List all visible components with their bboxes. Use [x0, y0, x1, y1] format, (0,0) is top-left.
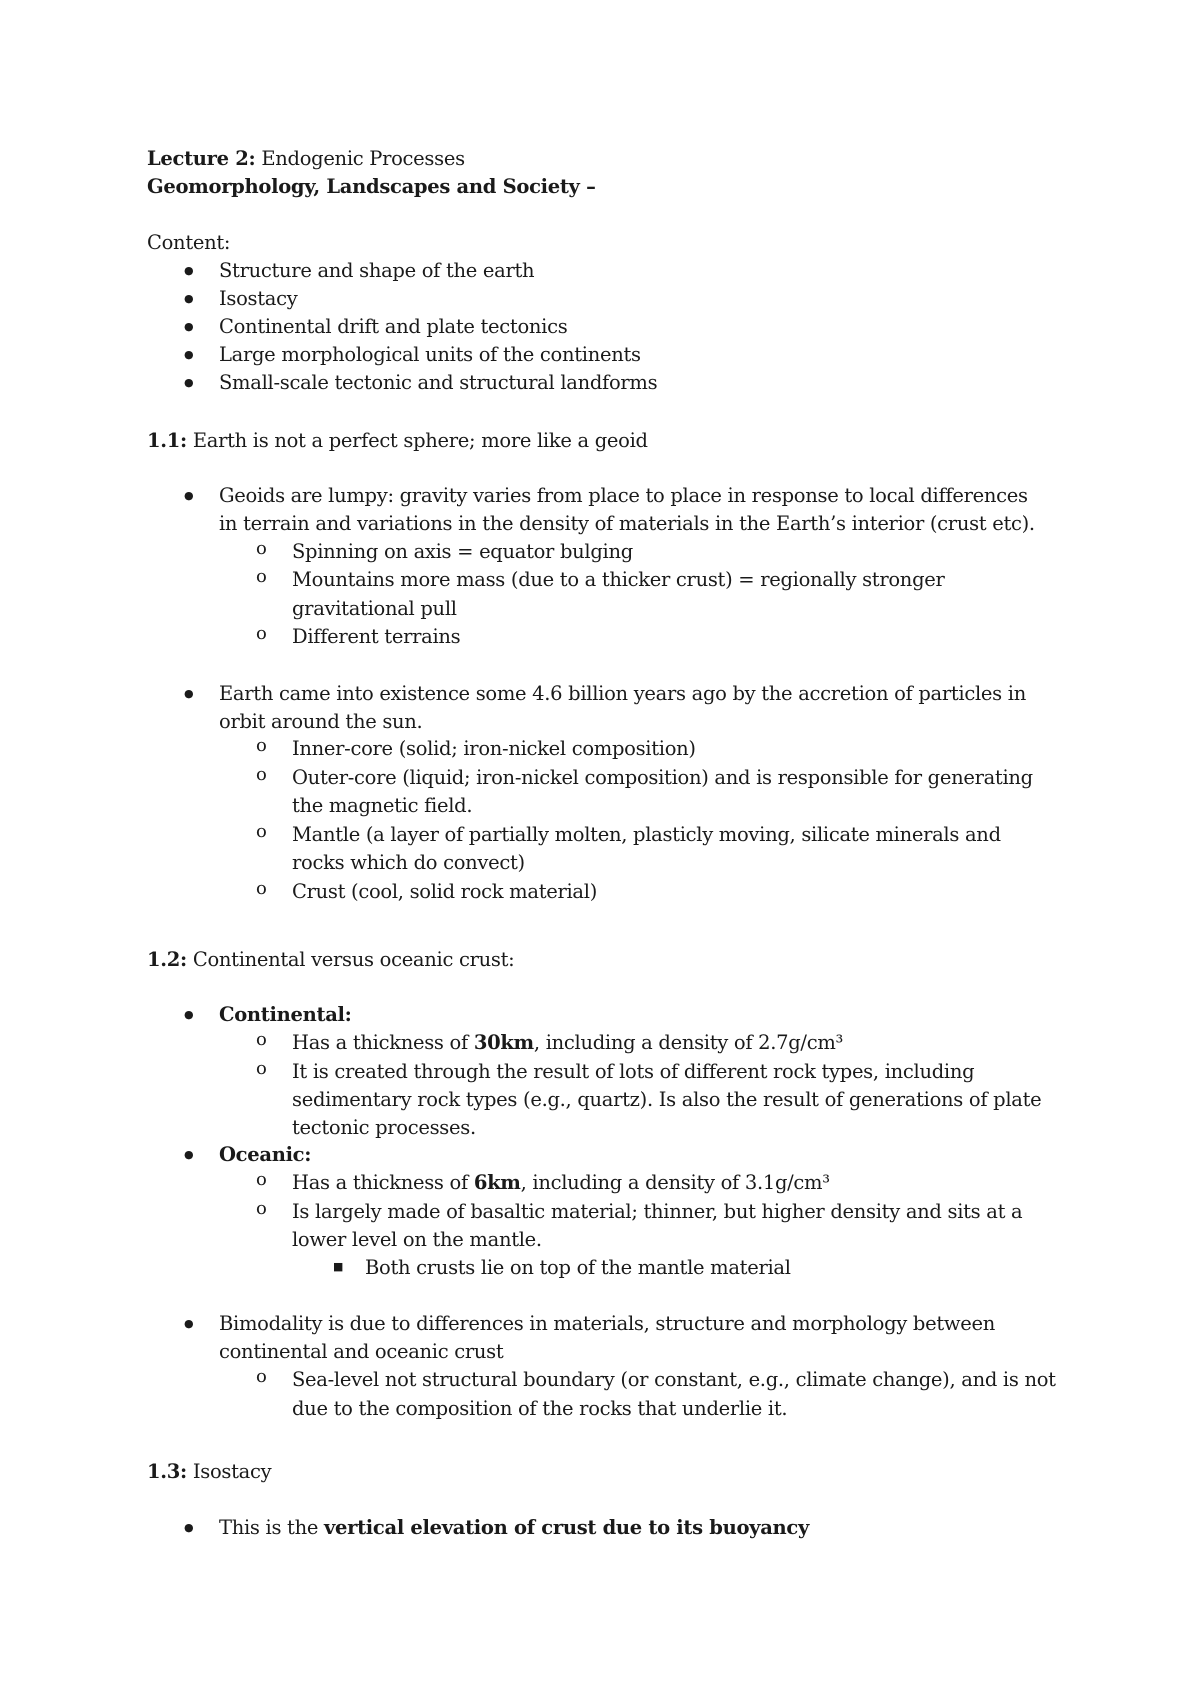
sub-bullet-icon: o — [256, 735, 267, 756]
content-item: Continental drift and plate tectonics — [219, 315, 568, 338]
section-1-3-heading — [147, 1460, 271, 1483]
sub-item-text: , including a density of 2.7g/cm³ — [533, 1031, 844, 1054]
sub-item: gravitational pull — [292, 597, 457, 620]
bullet-icon: ● — [184, 292, 194, 305]
course-title: Geomorphology, Landscapes and Society – — [147, 175, 596, 198]
sub-item-bold: 30km — [473, 1031, 534, 1054]
sub-item: Outer-core (liquid; iron-nickel composition) and is responsible for generating — [292, 766, 1033, 789]
content-item: Structure and shape of the earth — [219, 259, 535, 282]
sub-item: the magnetic field. — [292, 794, 473, 817]
bullet-icon: ● — [184, 1521, 194, 1534]
content-item: Small-scale tectonic and structural landforms — [219, 371, 658, 394]
sub-item-bold: 6km — [473, 1171, 521, 1194]
paragraph-line: Earth came into existence some 4.6 billion years ago by the accretion of particles in — [219, 682, 1026, 705]
sub-item-text: , including a density of 3.1g/cm³ — [520, 1171, 830, 1194]
lecture-label: Lecture 2: — [147, 147, 256, 170]
continental-label: Continental: — [219, 1003, 352, 1026]
content-item: Large morphological units of the continents — [219, 343, 641, 366]
sub-item: Mantle (a layer of partially molten, plasticly moving, silicate minerals and — [292, 823, 1001, 846]
content-heading: Content: — [147, 231, 231, 254]
sub-item: Sea-level not structural boundary (or constant, e.g., climate change), and is not — [292, 1368, 1056, 1391]
section-label: 1.3: — [147, 1460, 187, 1483]
sub-sub-item: Both crusts lie on top of the mantle material — [365, 1256, 791, 1279]
sub-item: Spinning on axis = equator bulging — [292, 540, 633, 563]
bullet-icon: ● — [184, 687, 194, 700]
sub-item: Is largely made of basaltic material; thinner, but higher density and sits at a — [292, 1200, 1023, 1223]
bullet-icon: ● — [184, 264, 194, 277]
bullet-icon: ● — [184, 348, 194, 361]
sub-bullet-icon: o — [256, 538, 267, 559]
sub-item — [292, 1031, 843, 1054]
bullet-icon: ● — [184, 376, 194, 389]
paragraph-line: continental and oceanic crust — [219, 1340, 504, 1363]
bullet-icon: ● — [184, 320, 194, 333]
paragraph-bold: vertical elevation of crust due to its buoyancy — [323, 1516, 810, 1539]
sub-bullet-icon: o — [256, 566, 267, 587]
sub-item: lower level on the mantle. — [292, 1228, 542, 1251]
section-label: 1.2: — [147, 948, 187, 971]
bullet-icon: ● — [184, 1317, 194, 1330]
oceanic-label: Oceanic: — [219, 1143, 312, 1166]
paragraph-line: Bimodality is due to differences in materials, structure and morphology between — [219, 1312, 995, 1335]
lecture-title — [147, 147, 465, 170]
sub-bullet-icon: o — [256, 1058, 267, 1079]
bullet-icon: ● — [184, 1008, 194, 1021]
lecture-title-text: Endogenic Processes — [255, 147, 465, 170]
sub-bullet-icon: o — [256, 623, 267, 644]
sub-bullet-icon: o — [256, 764, 267, 785]
section-1-2-heading — [147, 948, 514, 971]
sub-item: It is created through the result of lots of different rock types, including — [292, 1060, 975, 1083]
paragraph-line: orbit around the sun. — [219, 710, 423, 733]
sub-bullet-icon: o — [256, 821, 267, 842]
sub-bullet-icon: o — [256, 1198, 267, 1219]
sub-item: Inner-core (solid; iron-nickel composition) — [292, 737, 696, 760]
sub-item: Crust (cool, solid rock material) — [292, 880, 598, 903]
sub-item: rocks which do convect) — [292, 851, 525, 874]
paragraph-line: in terrain and variations in the density of materials in the Earth’s interior (crust etc). — [219, 512, 1035, 535]
sub-bullet-icon: o — [256, 1029, 267, 1050]
sub-item: Mountains more mass (due to a thicker crust) = regionally stronger — [292, 568, 945, 591]
paragraph-text: This is the — [219, 1516, 324, 1539]
square-bullet-icon: ■ — [333, 1260, 344, 1273]
sub-item: sedimentary rock types (e.g., quartz). Is also the result of generations of plate — [292, 1088, 1042, 1111]
section-1-1-heading — [147, 429, 648, 452]
sub-bullet-icon: o — [256, 1366, 267, 1387]
sub-item-text: Has a thickness of — [292, 1031, 474, 1054]
content-item: Isostacy — [219, 287, 298, 310]
sub-item: Different terrains — [292, 625, 461, 648]
bullet-icon: ● — [184, 1148, 194, 1161]
sub-bullet-icon: o — [256, 1169, 267, 1190]
paragraph-line — [219, 1516, 809, 1539]
bullet-icon: ● — [184, 489, 194, 502]
sub-bullet-icon: o — [256, 878, 267, 899]
section-title: Continental versus oceanic crust: — [186, 948, 515, 971]
sub-item: tectonic processes. — [292, 1116, 476, 1139]
section-title: Earth is not a perfect sphere; more like a geoid — [186, 429, 648, 452]
paragraph-line: Geoids are lumpy: gravity varies from place to place in response to local differences — [219, 484, 1028, 507]
section-label: 1.1: — [147, 429, 187, 452]
sub-item: due to the composition of the rocks that underlie it. — [292, 1397, 788, 1420]
sub-item-text: Has a thickness of — [292, 1171, 474, 1194]
sub-item — [292, 1171, 830, 1194]
section-title: Isostacy — [186, 1460, 272, 1483]
